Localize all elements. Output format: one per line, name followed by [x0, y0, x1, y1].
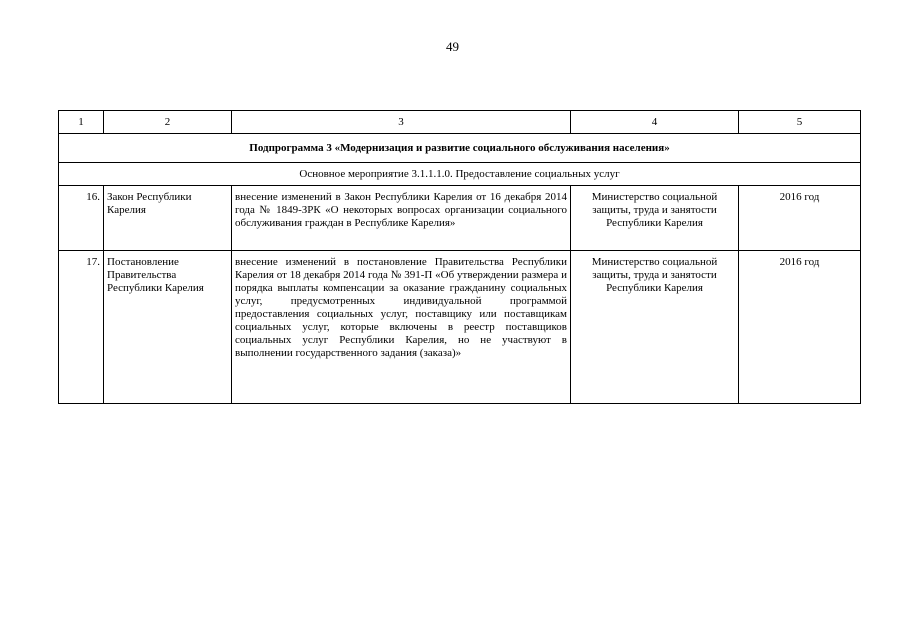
row-number: 17.	[59, 251, 104, 404]
table-row	[59, 251, 861, 404]
responsible-body: Министерство социальной защиты, труда и занятости Республики Карелия	[571, 186, 739, 251]
main-activity-title: Основное мероприятие 3.1.1.1.0. Предоставление социальных услуг	[59, 163, 861, 186]
column-header-5: 5	[739, 111, 861, 134]
document-type: Закон Республики Карелия	[104, 186, 232, 251]
plan-table	[58, 110, 861, 404]
table-row	[59, 186, 861, 251]
column-number-row	[59, 111, 861, 134]
deadline-year: 2016 год	[739, 251, 861, 404]
measure-description: внесение изменений в постановление Правительства Республики Карелия от 18 декабря 2014 года № 391-П «Об утверждении размера и порядка выплаты компенсации за оказание гражданину социальных услуг, предусмотренных индивидуальной программой предоставления социальных услуг, поставщику или поставщикам социальных услуг, которые включены в реестр поставщиков социальных услуг Республики Карелия, но не участвуют в выполнении государственного задания (заказа)»	[232, 251, 571, 404]
subprogram-row	[59, 134, 861, 163]
measure-description: внесение изменений в Закон Республики Карелия от 16 декабря 2014 года № 1849-ЗРК «О некоторых вопросах организации социального обслуживания граждан в Республике Карелия»	[232, 186, 571, 251]
main-activity-row	[59, 163, 861, 186]
column-header-3: 3	[232, 111, 571, 134]
column-header-2: 2	[104, 111, 232, 134]
responsible-body: Министерство социальной защиты, труда и занятости Республики Карелия	[571, 251, 739, 404]
subprogram-title: Подпрограмма 3 «Модернизация и развитие социального обслуживания населения»	[59, 134, 861, 163]
column-header-1: 1	[59, 111, 104, 134]
page-number: 49	[446, 39, 459, 54]
document-type: Постановление Правительства Республики Карелия	[104, 251, 232, 404]
column-header-4: 4	[571, 111, 739, 134]
deadline-year: 2016 год	[739, 186, 861, 251]
row-number: 16.	[59, 186, 104, 251]
